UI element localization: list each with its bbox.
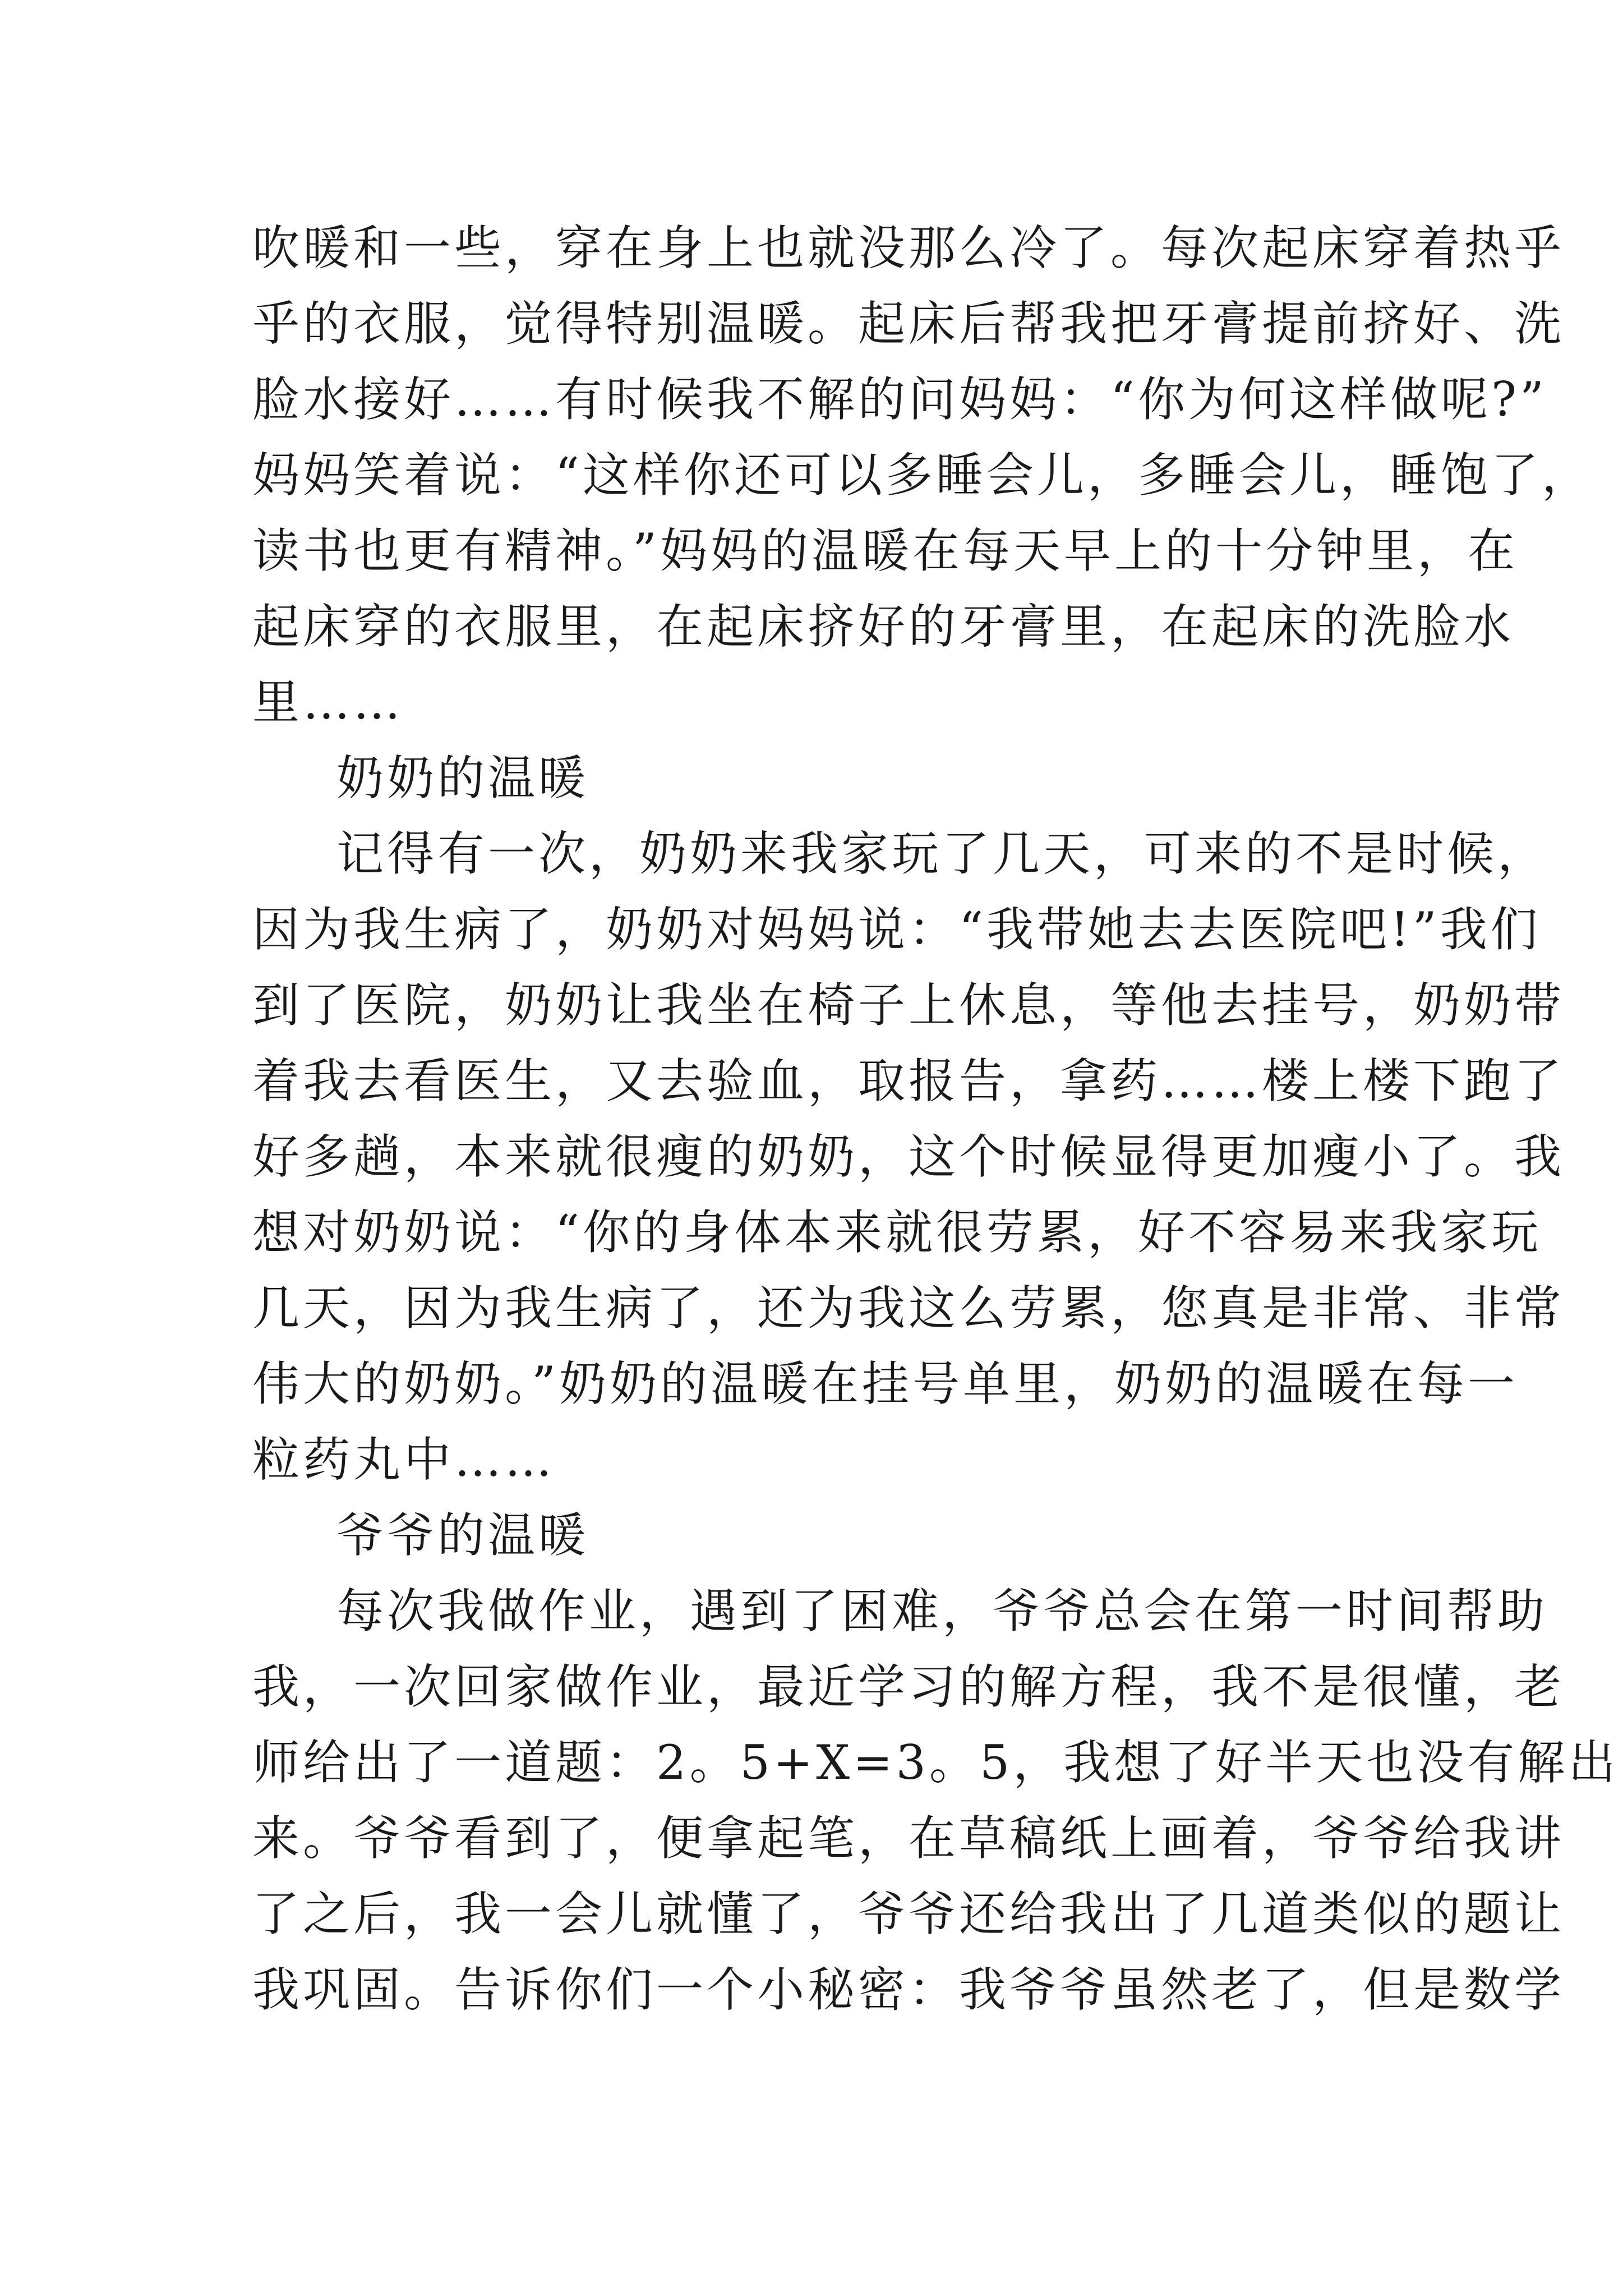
text-line: 读书也更有精神。”妈妈的温暖在每天早上的十分钟里，在 (252, 523, 1518, 578)
text-line: 了之后，我一会儿就懂了，爷爷还给我出了几道类似的题让 (252, 1887, 1565, 1941)
section-heading: 奶奶的温暖 (336, 751, 589, 806)
text-line: 乎的衣服，觉得特别温暖。起床后帮我把牙膏提前挤好、洗 (252, 296, 1565, 351)
text-line: 起床穿的衣服里，在起床挤好的牙膏里，在起床的洗脸水 (252, 599, 1515, 654)
text-line: 我巩固。告诉你们一个小秘密：我爷爷虽然老了，但是数学 (252, 1962, 1565, 2017)
text-line: 师给出了一道题：2。5+X=3。5，我想了好半天也没有解出 (252, 1735, 1619, 1790)
text-line: 里…… (252, 675, 404, 730)
text-line: 好多趟，本来就很瘦的奶奶，这个时候显得更加瘦小了。我 (252, 1129, 1565, 1184)
text-line: 每次我做作业，遇到了困难，爷爷总会在第一时间帮助 (336, 1584, 1548, 1639)
text-line: 妈妈笑着说：“这样你还可以多睡会儿，多睡会儿，睡饱了， (252, 448, 1592, 503)
text-line: 着我去看医生，又去验血，取报告，拿药……楼上楼下跑了 (252, 1053, 1565, 1108)
text-line: 粒药丸中…… (252, 1432, 556, 1487)
text-line: 几天，因为我生病了，还为我这么劳累，您真是非常、非常 (252, 1281, 1565, 1336)
text-line: 想对奶奶说：“你的身体本来就很劳累，好不容易来我家玩 (252, 1205, 1542, 1260)
text-line: 因为我生病了，奶奶对妈妈说：“我带她去去医院吧!”我们 (252, 902, 1541, 957)
text-line: 伟大的奶奶。”奶奶的温暖在挂号单里，奶奶的温暖在每一 (252, 1356, 1518, 1411)
text-line: 吹暖和一些，穿在身上也就没那么冷了。每次起床穿着热乎 (252, 220, 1565, 275)
text-line: 脸水接好……有时候我不解的问妈妈：“你为何这样做呢?” (252, 372, 1547, 427)
text-line: 记得有一次，奶奶来我家玩了几天，可来的不是时候， (336, 826, 1548, 881)
text-line: 到了医院，奶奶让我坐在椅子上休息，等他去挂号，奶奶带 (252, 978, 1565, 1033)
section-heading: 爷爷的温暖 (336, 1508, 589, 1563)
text-line: 来。爷爷看到了，便拿起笔，在草稿纸上画着，爷爷给我讲 (252, 1811, 1565, 1866)
text-line: 我，一次回家做作业，最近学习的解方程，我不是很懂，老 (252, 1659, 1565, 1714)
